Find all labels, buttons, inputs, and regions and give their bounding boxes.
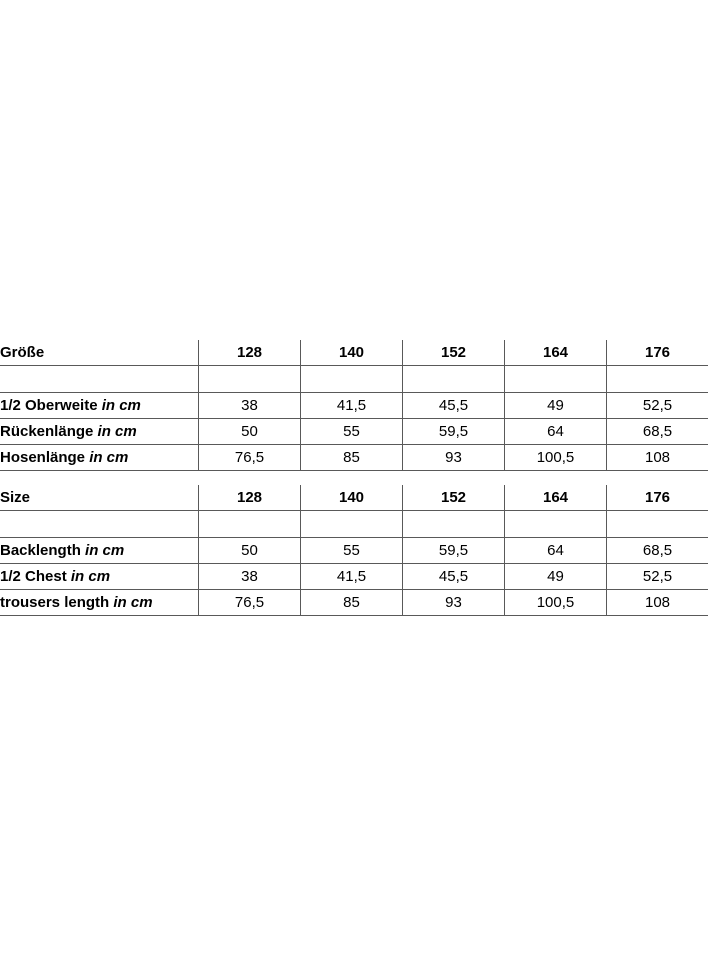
- measurement-label: [0, 419, 199, 445]
- measurement-value: 41,5: [301, 393, 403, 419]
- measurement-value: 108: [607, 445, 709, 471]
- measurement-value: 93: [403, 445, 505, 471]
- empty-spacer-row: [0, 366, 708, 393]
- measurement-value: 68,5: [607, 419, 709, 445]
- measurement-value: 68,5: [607, 538, 709, 564]
- measurement-value: 85: [301, 590, 403, 616]
- measurement-unit: in cm: [97, 423, 137, 440]
- measurement-value: 76,5: [199, 590, 301, 616]
- measurement-name: 1/2 Chest: [0, 568, 71, 585]
- measurement-value: 52,5: [607, 393, 709, 419]
- header-size-cell: 176: [607, 340, 709, 366]
- measurement-name: Hosenlänge: [0, 449, 90, 466]
- empty-cell: [505, 366, 607, 393]
- measurement-unit: in cm: [101, 397, 141, 414]
- measurement-label: [0, 564, 199, 590]
- size-table-english: [0, 485, 708, 616]
- measurement-value: 49: [505, 393, 607, 419]
- measurement-value: 93: [403, 590, 505, 616]
- header-size-cell: 128: [199, 485, 301, 511]
- measurement-row: [0, 590, 708, 616]
- empty-cell: [505, 511, 607, 538]
- measurement-unit: in cm: [70, 568, 111, 585]
- empty-cell: [0, 511, 199, 538]
- header-title-cell: Größe: [0, 340, 199, 366]
- empty-spacer-row: [0, 511, 708, 538]
- size-table-german: [0, 340, 708, 471]
- measurement-value: 38: [199, 393, 301, 419]
- header-size-cell: 164: [505, 340, 607, 366]
- measurement-value: 100,5: [505, 445, 607, 471]
- measurement-row: [0, 564, 708, 590]
- measurement-value: 45,5: [403, 564, 505, 590]
- empty-cell: [403, 511, 505, 538]
- measurement-row: [0, 419, 708, 445]
- table-header-row: [0, 485, 708, 511]
- empty-cell: [0, 366, 199, 393]
- header-title-cell: Size: [0, 485, 199, 511]
- measurement-label: [0, 590, 199, 616]
- measurement-value: 64: [505, 538, 607, 564]
- empty-cell: [607, 511, 709, 538]
- measurement-value: 64: [505, 419, 607, 445]
- measurement-value: 100,5: [505, 590, 607, 616]
- measurement-value: 49: [505, 564, 607, 590]
- empty-cell: [301, 366, 403, 393]
- measurement-unit: in cm: [89, 449, 129, 466]
- measurement-row: [0, 538, 708, 564]
- measurement-row: [0, 445, 708, 471]
- empty-cell: [403, 366, 505, 393]
- header-size-cell: 152: [403, 485, 505, 511]
- measurement-value: 52,5: [607, 564, 709, 590]
- measurement-value: 55: [301, 419, 403, 445]
- measurement-unit: in cm: [85, 542, 125, 559]
- measurement-unit: in cm: [113, 594, 153, 611]
- size-chart-sheet: [0, 340, 706, 616]
- measurement-value: 50: [199, 538, 301, 564]
- measurement-value: 38: [199, 564, 301, 590]
- empty-cell: [607, 366, 709, 393]
- measurement-value: 59,5: [403, 419, 505, 445]
- measurement-name: 1/2 Oberweite: [0, 397, 102, 414]
- measurement-value: 85: [301, 445, 403, 471]
- measurement-value: 59,5: [403, 538, 505, 564]
- header-size-cell: 176: [607, 485, 709, 511]
- measurement-value: 76,5: [199, 445, 301, 471]
- measurement-label: [0, 393, 199, 419]
- empty-cell: [199, 366, 301, 393]
- measurement-label: [0, 538, 199, 564]
- measurement-value: 55: [301, 538, 403, 564]
- measurement-value: 108: [607, 590, 709, 616]
- measurement-name: trousers length: [0, 594, 114, 611]
- measurement-name: Rückenlänge: [0, 423, 98, 440]
- empty-cell: [301, 511, 403, 538]
- table-header-row: [0, 340, 708, 366]
- measurement-label: [0, 445, 199, 471]
- header-size-cell: 140: [301, 340, 403, 366]
- measurement-value: 41,5: [301, 564, 403, 590]
- header-size-cell: 164: [505, 485, 607, 511]
- header-size-cell: 140: [301, 485, 403, 511]
- header-size-cell: 152: [403, 340, 505, 366]
- measurement-value: 50: [199, 419, 301, 445]
- measurement-row: [0, 393, 708, 419]
- measurement-name: Backlength: [0, 542, 86, 559]
- header-size-cell: 128: [199, 340, 301, 366]
- empty-cell: [199, 511, 301, 538]
- measurement-value: 45,5: [403, 393, 505, 419]
